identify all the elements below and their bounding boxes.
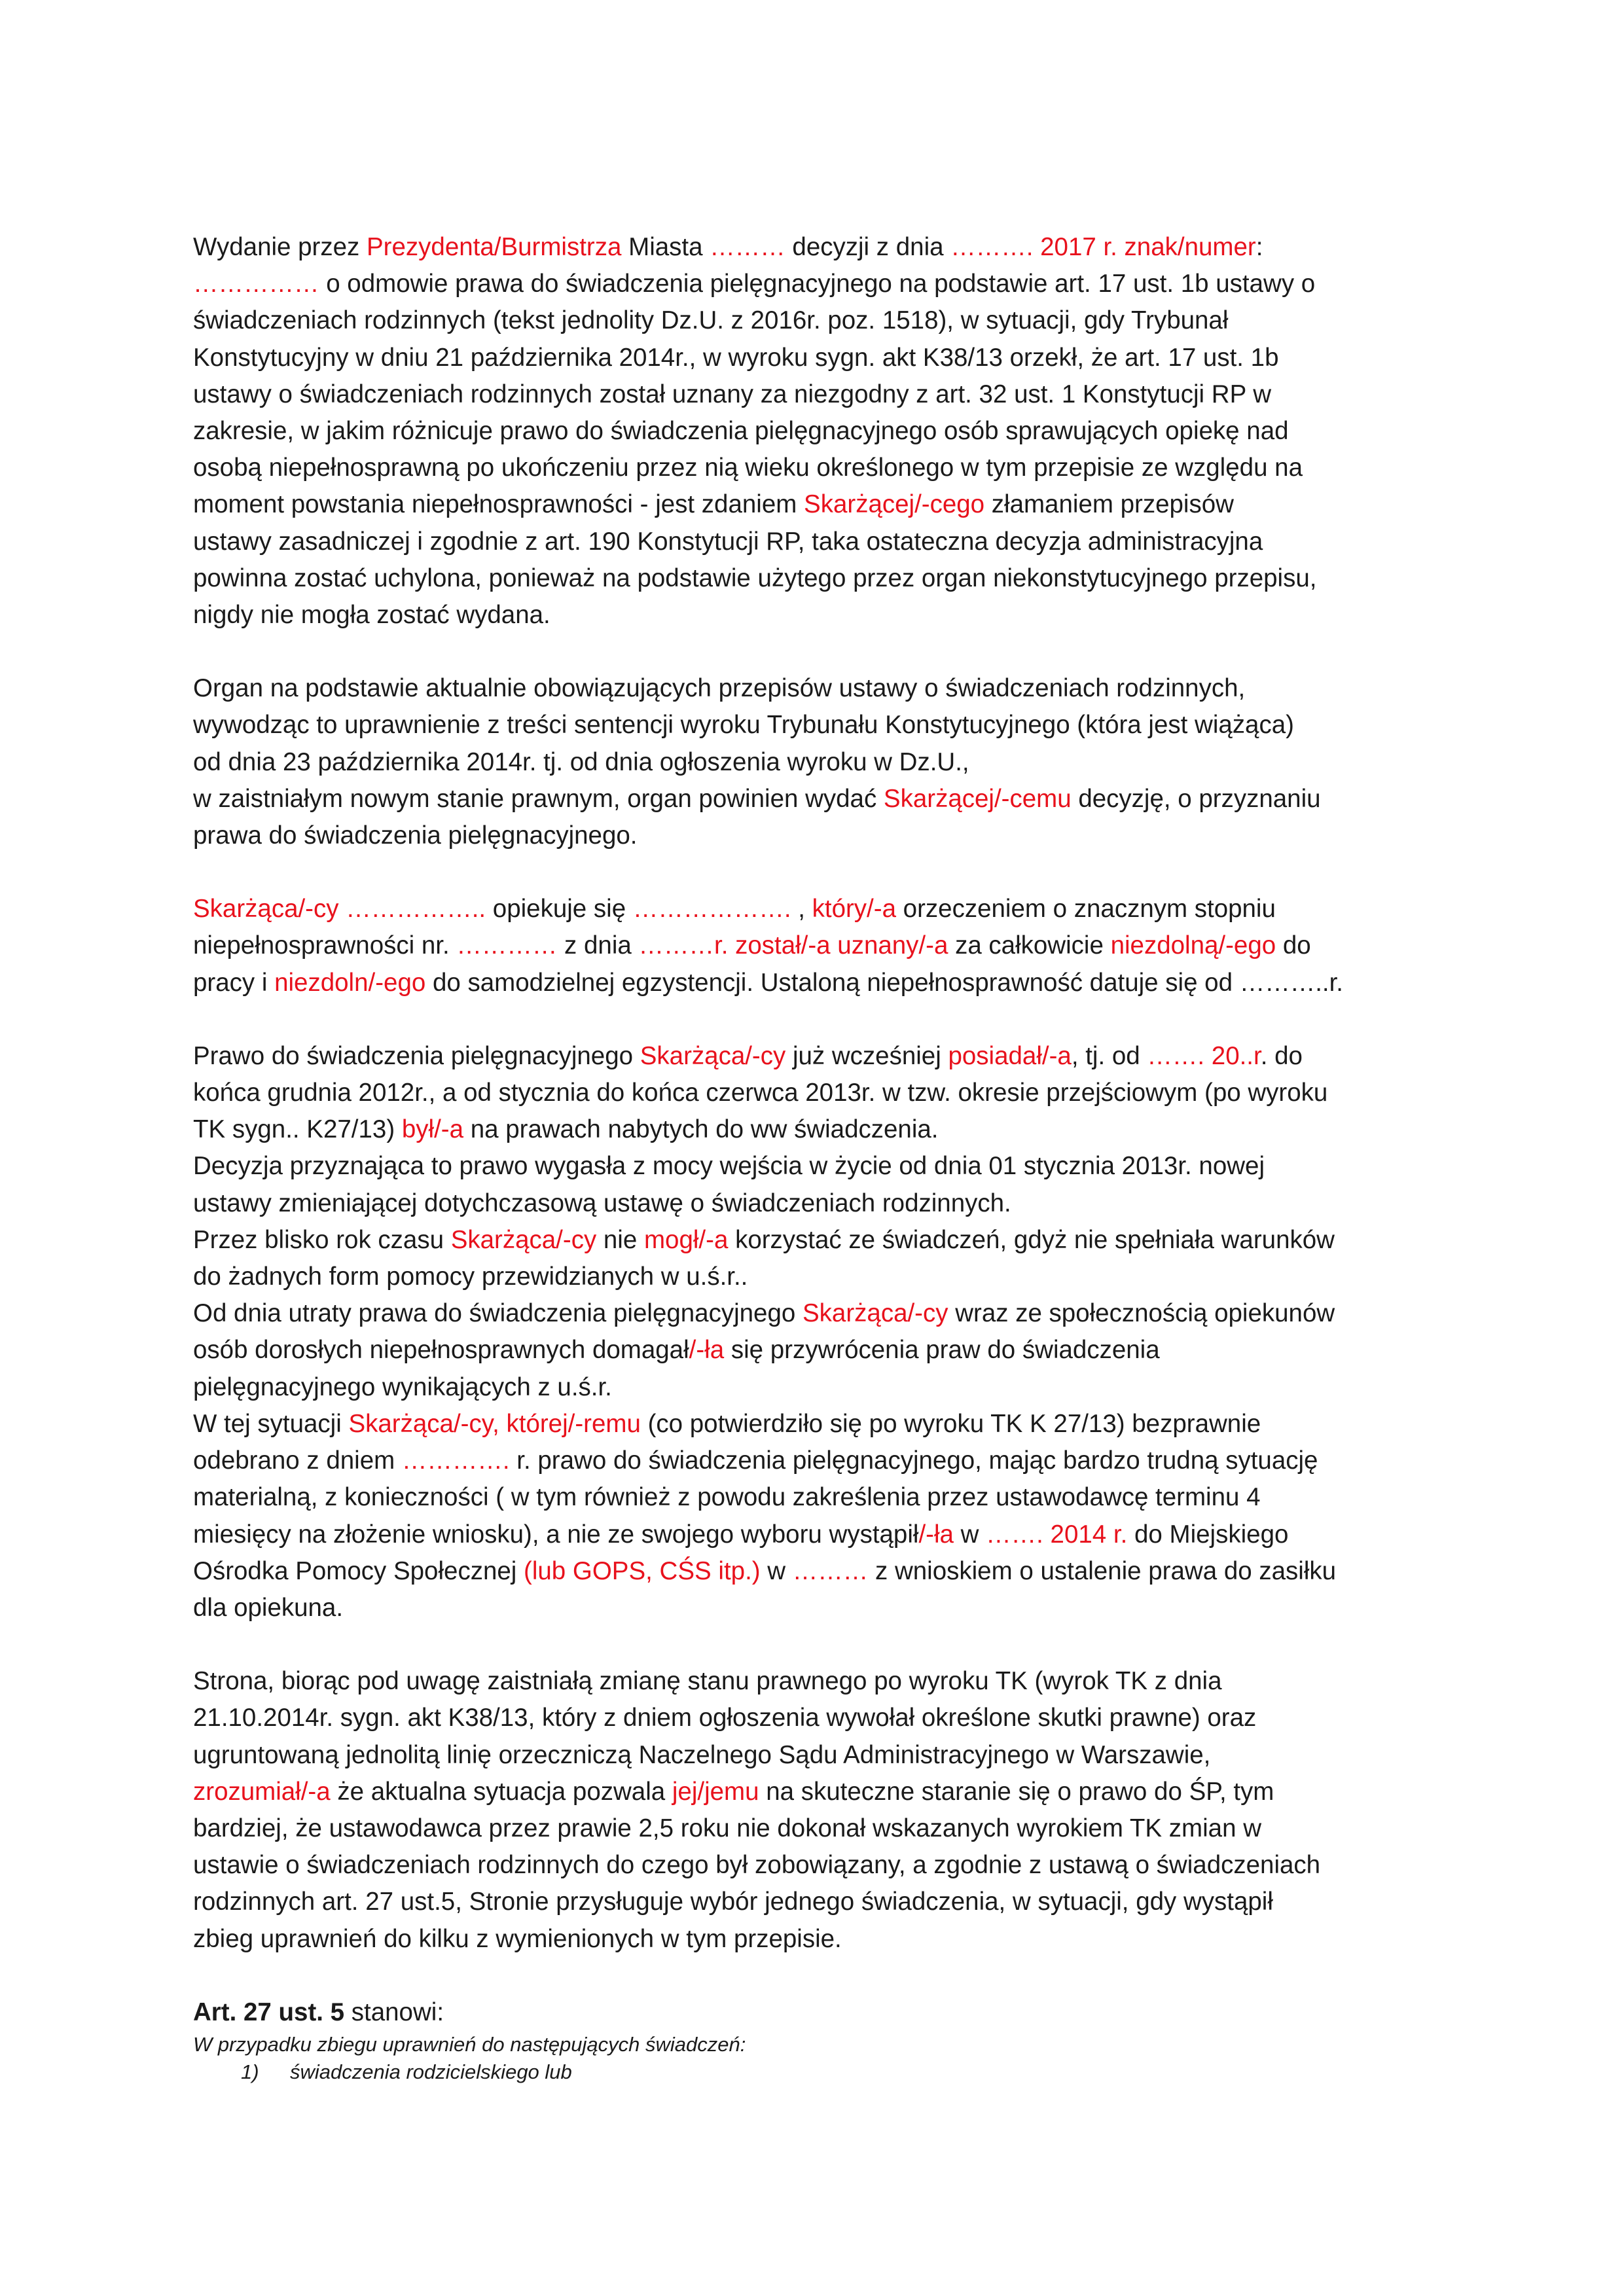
placeholder-text: ……. 2014 r. [986, 1520, 1128, 1549]
text-line: prawa do świadczenia pielęgnacyjnego. [193, 821, 638, 850]
text-segment: wraz ze społecznością opiekunów [948, 1299, 1335, 1328]
text-line: Strona, biorąc pod uwagę zaistniałą zmianę stanu prawnego po wyroku TK (wyrok TK z dnia [193, 1667, 1222, 1696]
text-segment: Prawo do świadczenia pielęgnacyjnego [193, 1041, 640, 1070]
text-segment: nie [596, 1225, 644, 1254]
text-segment: niepełnosprawności nr. [193, 931, 457, 960]
text-line [193, 781, 1456, 817]
text-line [193, 1038, 1456, 1075]
placeholder-text: niezdoln/-ego [274, 968, 426, 997]
text-line: Decyzja przyznająca to prawo wygasła z mocy wejścia w życie od dnia 01 stycznia 2013r. nowej [193, 1152, 1265, 1181]
text-line: Organ na podstawie aktualnie obowiązujących przepisów ustawy o świadczeniach rodzinnych, [193, 674, 1246, 703]
text-segment: że aktualna sytuacja pozwala [330, 1777, 672, 1806]
text-segment: pracy i [193, 968, 275, 997]
text-segment: , tj. od [1071, 1041, 1147, 1070]
text-segment: opiekuje się [486, 895, 633, 924]
text-segment: orzeczeniem o znacznym stopniu [895, 895, 1276, 924]
text-line [193, 1406, 1456, 1443]
text-segment: na prawach nabytych do ww świadczenia. [463, 1115, 939, 1144]
placeholder-text: był/-a [401, 1115, 464, 1144]
list-item-number: 1) [241, 2060, 259, 2083]
text-line: do żadnych form pomocy przewidzianych w u.ś.r.. [193, 1263, 748, 1291]
text-line: świadczeniach rodzinnych (tekst jednolity Dz.U. z 2016r. poz. 1518), w sytuacji, gdy Trybunał [193, 306, 1229, 335]
text-segment: o odmowie prawa do świadczenia pielęgnacyjnego na podstawie art. 17 ust. 1b ustawy o [319, 270, 1316, 298]
text-segment: w [953, 1520, 986, 1549]
text-segment: już wcześniej [785, 1041, 948, 1070]
text-segment: odebrano z dniem [193, 1446, 402, 1475]
text-segment: Ośrodka Pomocy Społecznej [193, 1556, 524, 1585]
text-segment: Od dnia utraty prawa do świadczenia pielęgnacyjnego [193, 1299, 803, 1328]
placeholder-text: niezdolną/-ego [1110, 931, 1276, 960]
placeholder-text: Skarżącej/-cego [804, 490, 985, 519]
text-line: rodzinnych art. 27 ust.5, Stronie przysługuje wybór jednego świadczenia, w sytuacji, gdy wystąpił [193, 1888, 1273, 1916]
text-line: zakresie, w jakim różnicuje prawo do świadczenia pielęgnacyjnego osób sprawujących opiekę nad [193, 417, 1289, 446]
article-section [193, 1994, 1456, 2086]
text-line: bardziej, że ustawodawca przez prawie 2,5 roku nie dokonał wskazanych wyrokiem TK zmian w [193, 1814, 1262, 1842]
placeholder-text: Skarżąca/-cy [450, 1225, 597, 1254]
text-line: zbieg uprawnień do kilku z wymienionych w tym przepisie. [193, 1924, 842, 1953]
placeholder-text: /-ła [689, 1336, 725, 1365]
text-line [193, 1774, 1456, 1810]
text-segment: się przywrócenia praw do świadczenia [724, 1336, 1160, 1365]
text-segment: w zaistniałym nowym stanie prawnym, organ powinien wydać [193, 784, 884, 813]
text-segment: Miasta [621, 233, 710, 261]
text-line [193, 1222, 1456, 1259]
article-list [193, 2058, 1456, 2086]
placeholder-text: Skarżącej/-cemu [883, 784, 1072, 813]
paragraph-3 [193, 891, 1456, 1001]
text-line [193, 891, 1456, 927]
text-line: nigdy nie mogła zostać wydana. [193, 601, 550, 630]
text-segment: złamaniem przepisów [984, 490, 1234, 519]
document-page [193, 229, 1456, 2086]
text-segment: do samodzielnej egzystencji. Ustaloną niepełnosprawność datuje się od ………..r. [425, 968, 1343, 997]
article-heading [193, 1994, 1456, 2031]
placeholder-text: ………r. został/-a uznany/-a [638, 931, 948, 960]
text-line: dla opiekuna. [193, 1593, 344, 1622]
article-heading-bold: Art. 27 ust. 5 [193, 1998, 345, 2026]
placeholder-text: …………… [193, 270, 319, 298]
text-line [193, 1443, 1456, 1479]
paragraph-4 [193, 1038, 1456, 1626]
paragraph-5 [193, 1663, 1456, 1958]
article-intro: W przypadku zbiegu uprawnień do następujących świadczeń: [193, 2032, 746, 2056]
text-line [193, 266, 1456, 302]
text-segment: decyzję, o przyznaniu [1071, 784, 1321, 813]
placeholder-text: (lub GOPS, CŚS itp.) [524, 1556, 761, 1585]
placeholder-text: /-ła [918, 1520, 954, 1549]
text-line [193, 965, 1456, 1001]
text-line [193, 229, 1456, 266]
paragraph-1 [193, 229, 1456, 634]
text-segment: W tej sytuacji [193, 1409, 349, 1438]
text-line: ustawy o świadczeniach rodzinnych został uznany za niezgodny z art. 32 ust. 1 Konstytucji RP w [193, 380, 1272, 408]
text-segment: z wnioskiem o ustalenie prawa do zasiłku [868, 1556, 1337, 1585]
text-line: ugruntowaną jednolitą linię orzeczniczą Naczelnego Sądu Administracyjnego w Warszawie, [193, 1740, 1211, 1769]
text-line: osobą niepełnosprawną po ukończeniu przez nią wieku określonego w tym przepisie ze względu na [193, 454, 1303, 482]
text-segment: TK sygn.. K27/13) [193, 1115, 402, 1144]
placeholder-text: ……. 20..r [1147, 1041, 1261, 1070]
text-line [193, 1553, 1456, 1590]
text-segment: z dnia [557, 931, 639, 960]
text-line [193, 927, 1456, 964]
text-segment: osób dorosłych niepełnosprawnych domagał [193, 1336, 689, 1365]
text-line: końca grudnia 2012r., a od stycznia do końca czerwca 2013r. w tzw. okresie przejściowym (po wyroku [193, 1079, 1328, 1107]
text-segment: do [1276, 931, 1311, 960]
text-segment: za całkowicie [948, 931, 1111, 960]
text-segment: korzystać ze świadczeń, gdyż nie spełniała warunków [728, 1225, 1335, 1254]
text-segment: (co potwierdziło się po wyroku TK K 27/13) bezprawnie [640, 1409, 1261, 1438]
text-line [193, 1111, 1456, 1148]
placeholder-text: mogł/-a [643, 1225, 729, 1254]
placeholder-text: który/-a [812, 895, 896, 924]
text-segment: Przez blisko rok czasu [193, 1225, 451, 1254]
placeholder-text: Skarżąca/-cy [640, 1041, 786, 1070]
text-line [193, 1516, 1456, 1553]
text-line: powinna zostać uchylona, ponieważ na podstawie użytego przez organ niekonstytucyjnego przepisu, [193, 564, 1317, 592]
text-line: ustawie o świadczeniach rodzinnych do czego był zobowiązany, a zgodnie z ustawą o świadczeniach [193, 1851, 1321, 1880]
article-heading-rest: stanowi: [344, 1998, 444, 2026]
text-segment: do Miejskiego [1127, 1520, 1289, 1549]
placeholder-text: ………………. [632, 895, 791, 924]
text-segment: w [760, 1556, 793, 1585]
text-line [193, 1332, 1456, 1369]
placeholder-text: Skarżąca/-cy, której/-remu [348, 1409, 641, 1438]
placeholder-text: Prezydenta/Burmistrza [367, 233, 622, 261]
placeholder-text: ………. 2017 r. znak/numer [950, 233, 1256, 261]
placeholder-text: posiadał/-a [948, 1041, 1072, 1070]
text-segment: : [1255, 233, 1263, 261]
text-line: pielęgnacyjnego wynikających z u.ś.r. [193, 1372, 612, 1401]
list-item [241, 2058, 1456, 2086]
text-line: od dnia 23 października 2014r. tj. od dnia ogłoszenia wyroku w Dz.U., [193, 747, 969, 776]
placeholder-text: ……… [710, 233, 785, 261]
text-line: materialną, z konieczności ( w tym również z powodu zakreślenia przez ustawodawcę terminu 4 [193, 1483, 1261, 1512]
placeholder-text: Skarżąca/-cy …………….. [193, 895, 486, 924]
placeholder-text: …………. [401, 1446, 510, 1475]
text-segment: miesięcy na złożenie wniosku), a nie ze swojego wyboru wystąpił [193, 1520, 919, 1549]
text-line: ustawy zmieniającej dotychczasową ustawę o świadczeniach rodzinnych. [193, 1189, 1011, 1217]
placeholder-text: Skarżąca/-cy [803, 1299, 948, 1328]
text-line: Konstytucyjny w dniu 21 października 2014r., w wyroku sygn. akt K38/13 orzekł, że art. 17 ust. 1b [193, 343, 1279, 372]
text-segment: , [791, 895, 812, 924]
text-segment: Wydanie przez [193, 233, 367, 261]
text-segment: . do [1260, 1041, 1303, 1070]
list-item-text: świadczenia rodzicielskiego lub [290, 2060, 572, 2083]
text-line: 21.10.2014r. sygn. akt K38/13, który z dniem ogłoszenia wywołał określone skutki prawne) oraz [193, 1704, 1257, 1732]
text-segment: na skuteczne staranie się o prawo do ŚP, tym [759, 1777, 1274, 1806]
text-segment: moment powstania niepełnosprawności - jest zdaniem [193, 490, 804, 519]
text-segment: decyzji z dnia [785, 233, 951, 261]
text-line [193, 486, 1456, 523]
text-line: wywodząc to uprawnienie z treści sentencji wyroku Trybunału Konstytucyjnego (która jest wiążąca) [193, 711, 1294, 740]
placeholder-text: zrozumiał/-a [193, 1777, 331, 1806]
text-line: ustawy zasadniczej i zgodnie z art. 190 Konstytucji RP, taka ostateczna decyzja administracyjna [193, 527, 1263, 556]
placeholder-text: ………… [456, 931, 558, 960]
text-line [193, 1295, 1456, 1332]
text-segment: r. prawo do świadczenia pielęgnacyjnego, mając bardzo trudną sytuację [509, 1446, 1318, 1475]
placeholder-text: jej/jemu [672, 1777, 759, 1806]
paragraph-2 [193, 670, 1456, 854]
placeholder-text: ……… [792, 1556, 869, 1585]
